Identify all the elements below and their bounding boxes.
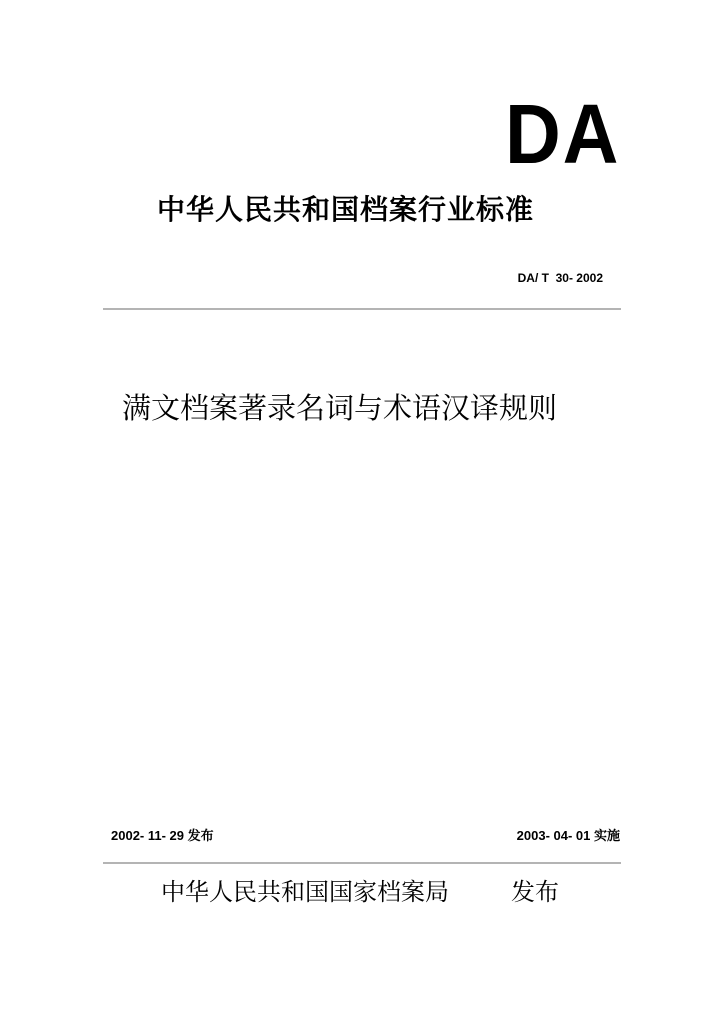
organization-title: 中华人民共和国档案行业标准 xyxy=(157,193,535,226)
standard-category-mark: DA xyxy=(504,87,620,181)
effective-date: 2003- 04- 01 实施 xyxy=(516,828,620,843)
document-title: 满文档案著录名词与术语汉译规则 xyxy=(122,391,558,425)
publish-label: 发布 xyxy=(511,878,559,906)
publisher-name: 中华人民共和国国家档案局 xyxy=(161,878,449,906)
top-divider xyxy=(103,308,621,310)
standard-number: DA/ T 30- 2002 xyxy=(517,271,603,285)
bottom-divider xyxy=(103,862,621,864)
issue-date: 2002- 11- 29 发布 xyxy=(111,828,214,843)
